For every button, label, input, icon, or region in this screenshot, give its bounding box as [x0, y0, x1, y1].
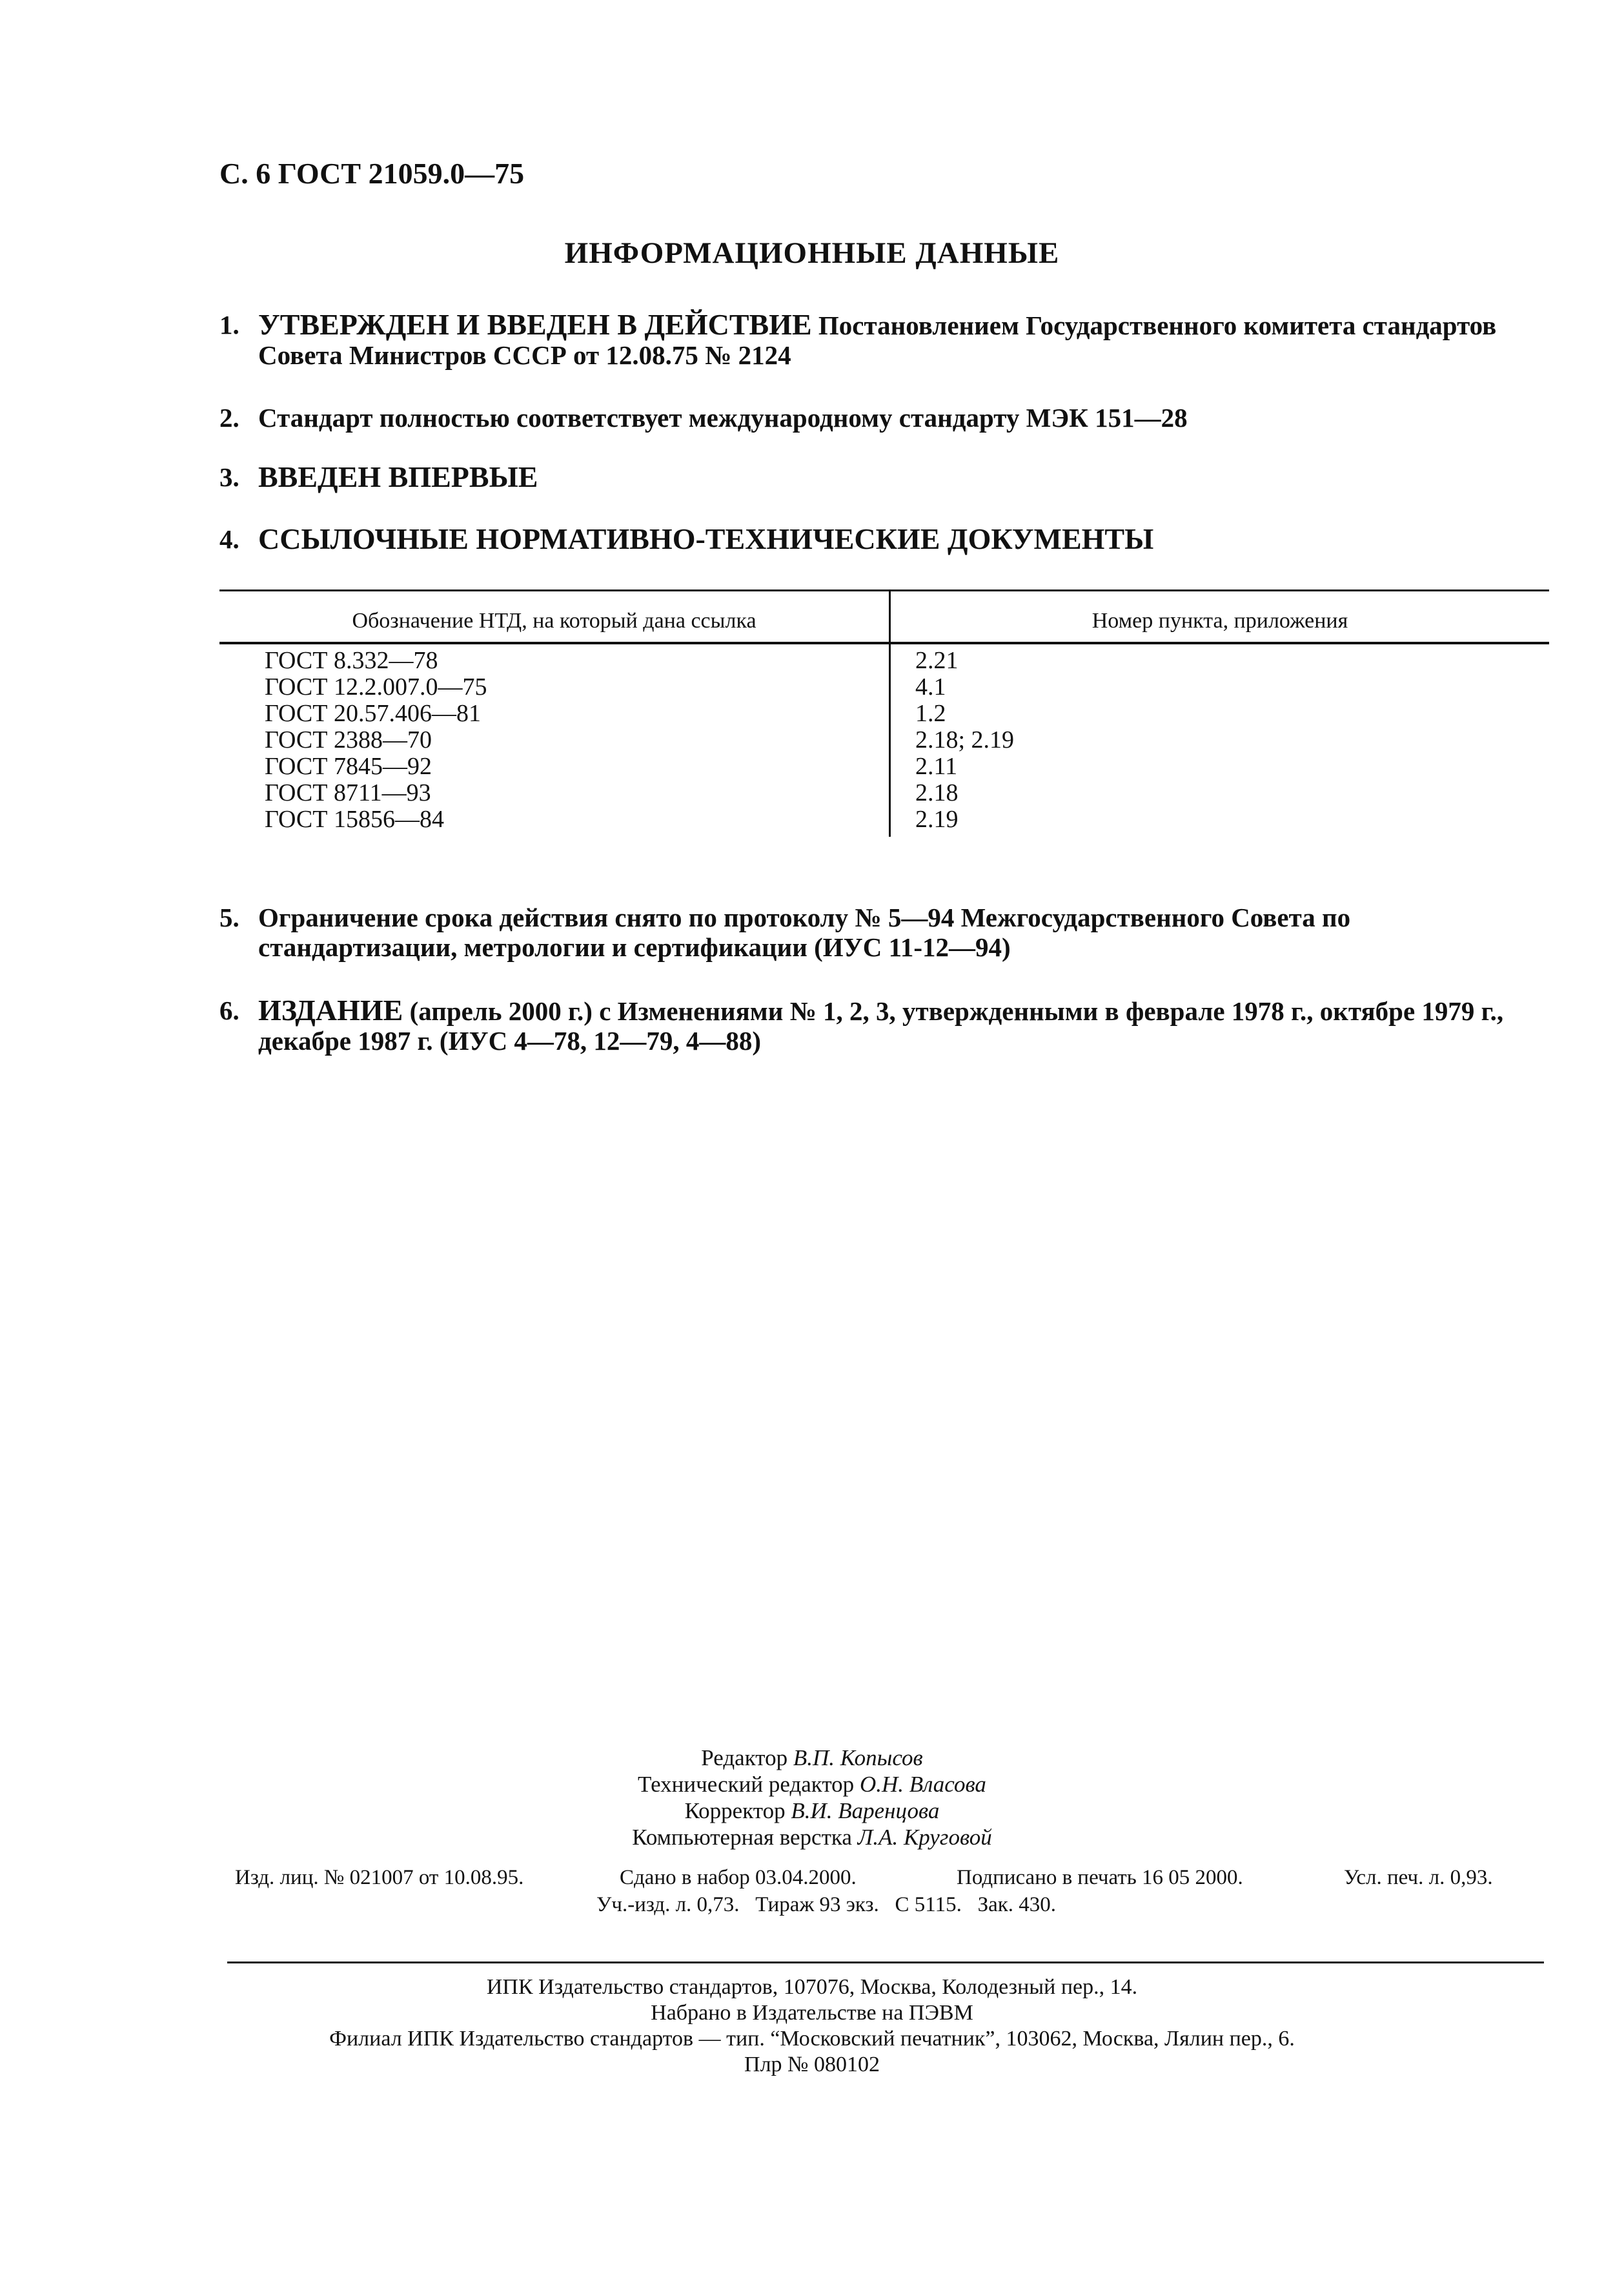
imprint-license: Изд. лиц. № 021007 от 10.08.95.: [235, 1866, 524, 1889]
item-lead: УТВЕРЖДЕН И ВВЕДЕН В ДЕЙСТВИЕ: [258, 308, 812, 341]
table-header-designation: Обозначение НТД, на который дана ссылка: [352, 609, 756, 633]
table-row: 1.2: [915, 700, 946, 727]
table-row: 4.1: [915, 673, 946, 701]
item-lead: ИЗДАНИЕ: [258, 994, 403, 1027]
item-text: (апрель 2000 г.) с Изменениями № 1, 2, 3, утвержденными в феврале 1978 г., октябре 1979 г., декабре 1987 г. (ИУС 4—78, 12—79, 4—88): [258, 996, 1504, 1056]
footer-line: ИПК Издательство стандартов, 107076, Москва, Колодезный пер., 14.: [486, 1975, 1138, 1999]
item-lead: ССЫЛОЧНЫЕ НОРМАТИВНО-ТЕХНИЧЕСКИЕ ДОКУМЕНТЫ: [258, 522, 1154, 555]
table-top-rule: [219, 589, 1549, 591]
imprint-signed: Подписано в печать 16 05 2000.: [957, 1866, 1243, 1889]
table-row: ГОСТ 20.57.406—81: [265, 700, 481, 727]
imprint-typeset: Сдано в набор 03.04.2000.: [620, 1866, 857, 1889]
credits-block: [0, 1745, 1624, 1850]
item-text: Ограничение срока действия снято по протоколу № 5—94 Межгосударственного Совета по стандартизации, метрологии и сертификации (ИУС 11-12—94): [258, 903, 1351, 962]
page-title: ИНФОРМАЦИОННЫЕ ДАННЫЕ: [564, 236, 1060, 270]
table-row: 2.21: [915, 647, 959, 674]
page-header: С. 6 ГОСТ 21059.0—75: [219, 157, 525, 190]
publisher-footer: [0, 1974, 1624, 2078]
table-row: ГОСТ 8711—93: [265, 779, 431, 806]
imprint-print-sheets: Усл. печ. л. 0,93.: [1344, 1866, 1493, 1889]
item-number: 5.: [219, 903, 239, 932]
info-item-3: [219, 462, 1549, 493]
table-row: ГОСТ 2388—70: [265, 726, 432, 753]
item-number: 6.: [219, 996, 239, 1025]
table-row: 2.18: [915, 779, 959, 806]
item-number: 1.: [219, 310, 239, 340]
footer-line: Филиал ИПК Издательство стандартов — тип. “Московский печатник”, 103062, Москва, Лялин пер., 6.: [329, 2027, 1295, 2051]
info-item-5: [219, 903, 1549, 962]
credit-editor: Редактор В.П. Копысов: [701, 1745, 923, 1770]
info-item-4: [219, 524, 1549, 555]
imprint-line2: Уч.-изд. л. 0,73. Тираж 93 экз. С 5115. Зак. 430.: [596, 1893, 1057, 1916]
item-number: 2.: [219, 403, 239, 433]
footer-divider: [227, 1962, 1544, 1963]
info-item-6: [219, 996, 1549, 1056]
table-header-rule: [219, 642, 1549, 644]
item-text: Постановлением Государственного комитета стандартов Совета Министров СССР от 12.08.75 № 2124: [258, 311, 1497, 370]
table-row: 2.11: [915, 753, 958, 780]
credit-layout: Компьютерная верстка Л.А. Круговой: [632, 1825, 992, 1850]
table-row: ГОСТ 15856—84: [265, 806, 444, 833]
info-item-1: [219, 310, 1549, 370]
table-row: 2.18; 2.19: [915, 726, 1015, 753]
item-lead: ВВЕДЕН ВПЕРВЫЕ: [258, 460, 538, 493]
table-header-clause: Номер пункта, приложения: [1091, 609, 1348, 633]
table-row: ГОСТ 12.2.007.0—75: [265, 673, 487, 701]
footer-line: Набрано в Издательстве на ПЭВМ: [651, 2001, 973, 2025]
credit-tech-editor: Технический редактор О.Н. Власова: [638, 1772, 986, 1797]
item-number: 3.: [219, 462, 239, 492]
item-number: 4.: [219, 524, 239, 554]
credit-proofreader: Корректор В.И. Варенцова: [684, 1798, 940, 1823]
footer-line: Плр № 080102: [744, 2053, 880, 2076]
table-row: ГОСТ 7845—92: [265, 753, 432, 780]
item-text: Стандарт полностью соответствует международному стандарту МЭК 151—28: [258, 403, 1188, 433]
info-item-2: [219, 403, 1549, 433]
table-row: 2.19: [915, 806, 959, 833]
table-row: ГОСТ 8.332—78: [265, 647, 438, 674]
